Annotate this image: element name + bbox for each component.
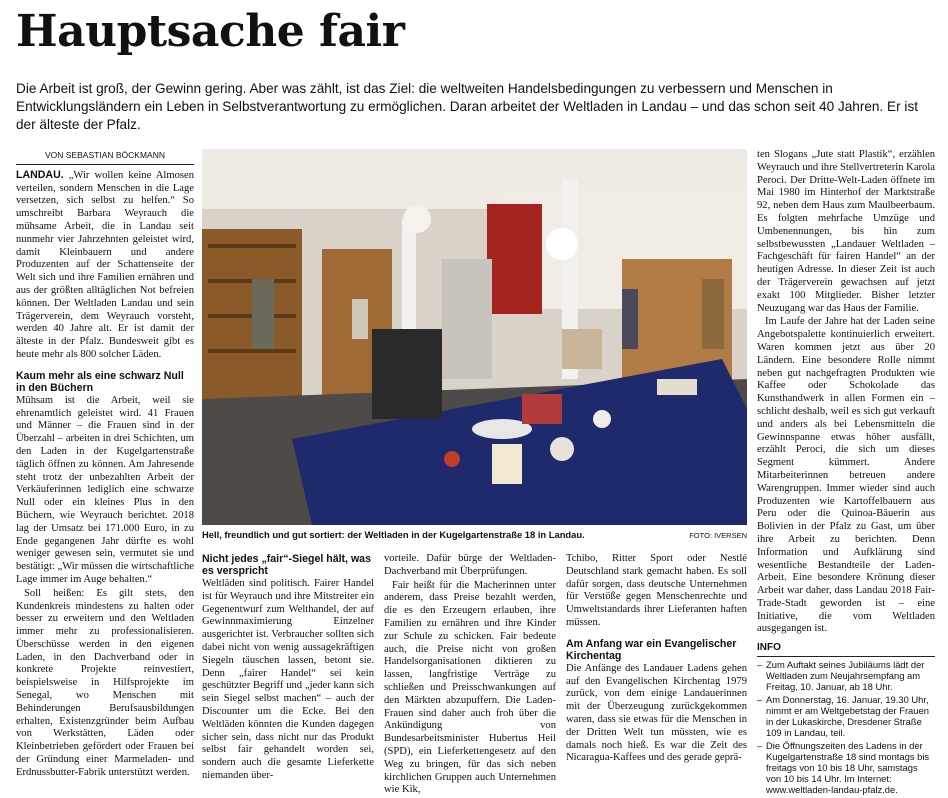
dateline: LANDAU.: [16, 168, 64, 181]
store-photo: [202, 149, 747, 525]
col4-paragraph-2: Die Anfänge des Landauer Ladens gehen auf den Evangelischen Kirchentag 1979 zurück, von dem einige Landauerinnen mit der Überzeugung zurückgekommen waren, dass sie etwas für die Menschen in der Dritten Welt tun müssten, wie es damals noch hieß. Es war die Zeit des Nicaragua-Kaffees und des gerade geprä-: [566, 662, 747, 764]
photo-caption: Hell, freundlich und gut sortiert: der Weltladen in der Kugelgartenstraße 18 in Landau.: [202, 529, 585, 540]
col1-paragraph-1-text: „Wir wollen keine Almosen verteilen, sondern Menschen in die Lage versetzen, sich selbst zu helfen.“ So umschreibt Barbara Weyrauch die mühsame Arbeit, die in Landau seit nunmehr vier Jahrzehnten geleistet wird, damit Kleinbauern und andere Produzenten auf der Schattenseite der Welt sich und ihre Familien ernähren und aus der größten alltäglichen Not befreien können. Der Weltladen Landau und sein Trägerverein, dem Weyrauch vorsteht, werden 40 Jahre alt. Er ist damit der älteste in der Pfalz. Bundesweit gibt es heute mehr als 800 solcher Läden.: [16, 169, 194, 360]
col4-paragraph-1: Tchibo, Ritter Sport oder Nestlé Deutschland stark gemacht haben. Es soll dafür sorgen, dass deutsche Unternehmen für Verstöße gegen Menschenrechte und Umweltstandards ihrer Lieferanten haften müssen.: [566, 553, 747, 628]
info-item: – Zum Auftakt seines Jubiläums lädt der Weltladen zum Neujahrsempfang am Freitag, 10. Januar, ab 18 Uhr.: [757, 659, 935, 693]
lead-paragraph: Die Arbeit ist groß, der Gewinn gering. Aber was zählt, ist das Ziel: die weltweiten Handelsbedingungen zu verbessern und Menschen in Entwicklungsländern ein Leben in Selbstverantwortung zu ermöglichen. Daran arbeitet der Weltladen in Landau – und das schon seit 40 Jahren. Er ist der älteste der Pfalz.: [16, 81, 919, 132]
column-4: [566, 553, 747, 766]
col3-paragraph-2: Fair heißt für die Macherinnen unter anderem, dass Preise bezahlt werden, die es den Erzeugern erlauben, ihre Familien zu ernähren und ihre Kinder zur Schule zu schicken. Fair bedeute auch, die Preise nicht von großen Handelsorganisationen diktieren zu lassen, langfristige Verträge zu schließen und Preisschwankungen auf den Märkten abzupuffern. Die Laden-Frauen sind daher auch froh über die Ankündigung von Bundesarbeitsminister Hubertus Heil (SPD), ein Lieferkettengesetz auf den Weg zu bringen, für das sich neben kirchlichen Gruppen auch Unternehmen wie Kik,: [384, 579, 556, 796]
col5-paragraph-2: Im Laufe der Jahre hat der Laden seine Angebotspalette kontinuierlich erweitert. Waren kommen jetzt aus über 20 Ländern. Eine besondere Rolle nimmt neben gut nachgefragten Produkten wie Kaffee oder Schokolade das Kunsthandwerk in allen Formen ein – schlicht deshalb, weil es sich gut verkauft und anders als bei Lebensmitteln die Gewinnspanne etwas höher ausfällt, erzählt Peroci, die sich um dieses Segment kümmert. Andere Mitarbeiterinnen betreuen andere Warengruppen. Immer wieder sind auch Produzenten wie Kartoffelbauern aus Peru oder die Quinoa-Bäuerin aus Bolivien in der Pfalz zu Gast, um über ihre Arbeit zu berichten. Denn Information und Aufklärung sind wesentliche Bestandteile der Laden-Arbeit. Eine besondere Krönung dieser Arbeit war daher, dass Landau 2018 Fair-Trade-Stadt geworden ist – eine Initiative, die vom Weltladen ausgegangen ist.: [757, 316, 935, 635]
col1-paragraph-2: Mühsam ist die Arbeit, weil sie ehrenamtlich geleistet wird. 41 Frauen und Männer – die Frauen sind in der Überzahl – arbeiten in drei Schichten, um den Laden in der Kugelgartenstraße täglich öffnen zu können. Am Jahresende steht trotz der unbezahlten Arbeit der Verkäuferinnen lediglich eine schwarze Null oder ein kleines Plus in den Büchern, wie Weyrauch berichtet. 2018 lag der Umsatz bei 171.000 Euro, in zu Ende gegangenen Jahr dürfte es wohl weniger gewesen sein, vermutet sie und bestätigt: „Wir müssen die wirtschaftliche Lage immer im Auge behalten.“: [16, 394, 194, 585]
column-1: [16, 149, 194, 781]
column-2: [202, 553, 374, 784]
col2-subhead: Nicht jedes „fair“-Siegel hält, was es verspricht: [202, 553, 371, 577]
weltladen-interior-image: [202, 149, 747, 525]
col1-paragraph-3: Soll heißen: Es gilt stets, den Kundenkreis mindestens zu halten oder besser zu erweitern und den Weltladen immer mehr zu professionalisieren. Überschüsse werden in den eigenen Laden, in den Dachverband oder in konkrete Projekte reinvestiert, beispielsweise in Hilfsprojekte im Senegal, wo Menschen mit Behinderungen Berufsausbildungen erhalten, Existenzgründer beim Aufbau von Werkstätten, Läden oder Kleinbetrieben gefördert oder Frauen bei der Gründung einer Marmeladen- und Erdnussbutter-Fabrik unterstützt werden.: [16, 587, 194, 778]
col3-paragraph-1: vorteile. Dafür bürge der Weltladen-Dachverband mit Überprüfungen.: [384, 553, 556, 577]
photo-caption-row: [202, 529, 747, 540]
headline: Hauptsache fair: [16, 6, 405, 57]
info-item: – Die Öffnungszeiten des Ladens in der Kugelgartenstraße 18 sind montags bis freitags von 10 bis 18 Uhr, samstags von 10 bis 14 Uhr. Im Internet: www.weltladen-landau-pfalz.de.: [757, 740, 935, 796]
info-item: – Am Donnerstag, 16. Januar, 19.30 Uhr, nimmt er am Weltgebetstag der Frauen in der Lukaskirche, Dresdener Straße 109 in Landau, teil.: [757, 694, 935, 739]
col2-paragraph-1: Weltläden sind politisch. Fairer Handel ist für Weyrauch und ihre Mitstreiter ein Gegenentwurf zum Welthandel, der auf Gewinnmaximierung Einzelner ausgerichtet ist. Verbraucher sollten sich dabei nicht von wenig aussagekräftigen Siegeln täuschen lassen, betont sie. Denn „fairer Handel“ sei kein geschützter Begriff und „jeder kann sich sein Siegel selbst machen“ – auch der Discounter um die Ecke. Bei den Weltläden könnten die Kunden dagegen sicher sein, dass nicht nur das Produkt selbst fair gehandelt worden sei, sondern auch die gesamte Lieferkette niemanden über-: [202, 578, 374, 781]
photo-credit: FOTO: IVERSEN: [689, 531, 747, 540]
col1-subhead: Kaum mehr als eine schwarz Null in den Büchern: [16, 369, 184, 394]
col5-paragraph-1: ten Slogans „Jute statt Plastik“, erzählen Weyrauch und ihre Stellvertreterin Karola Peroci. Der Dritte-Welt-Laden öffnete im Mai 1980 im Hinterhof der Marktstraße 92, neben dem Haus zum Maulbeerbaum. Es folgten mehrfache Umzüge und Umbenennungen, bis hin zum selbstbewussten „Landauer Weltladen – Fachgeschäft für fairen Handel“ an der heutigen Adresse. In dieser Zeit ist auch der Trägerverein gewachsen auf jetzt exakt 100 Mitglieder. Bisher letzter Neuzugang war das Haus der Familie.: [757, 149, 935, 314]
info-box-title: INFO: [757, 642, 935, 657]
info-box: [757, 642, 935, 795]
column-3: [384, 553, 556, 798]
col1-paragraph-1: [16, 169, 194, 362]
info-list: [757, 659, 935, 795]
column-5: [757, 149, 935, 797]
byline: VON SEBASTIAN BÖCKMANN: [16, 149, 194, 165]
col4-subhead: Am Anfang war ein Evangelischer Kirchentag: [566, 637, 737, 662]
